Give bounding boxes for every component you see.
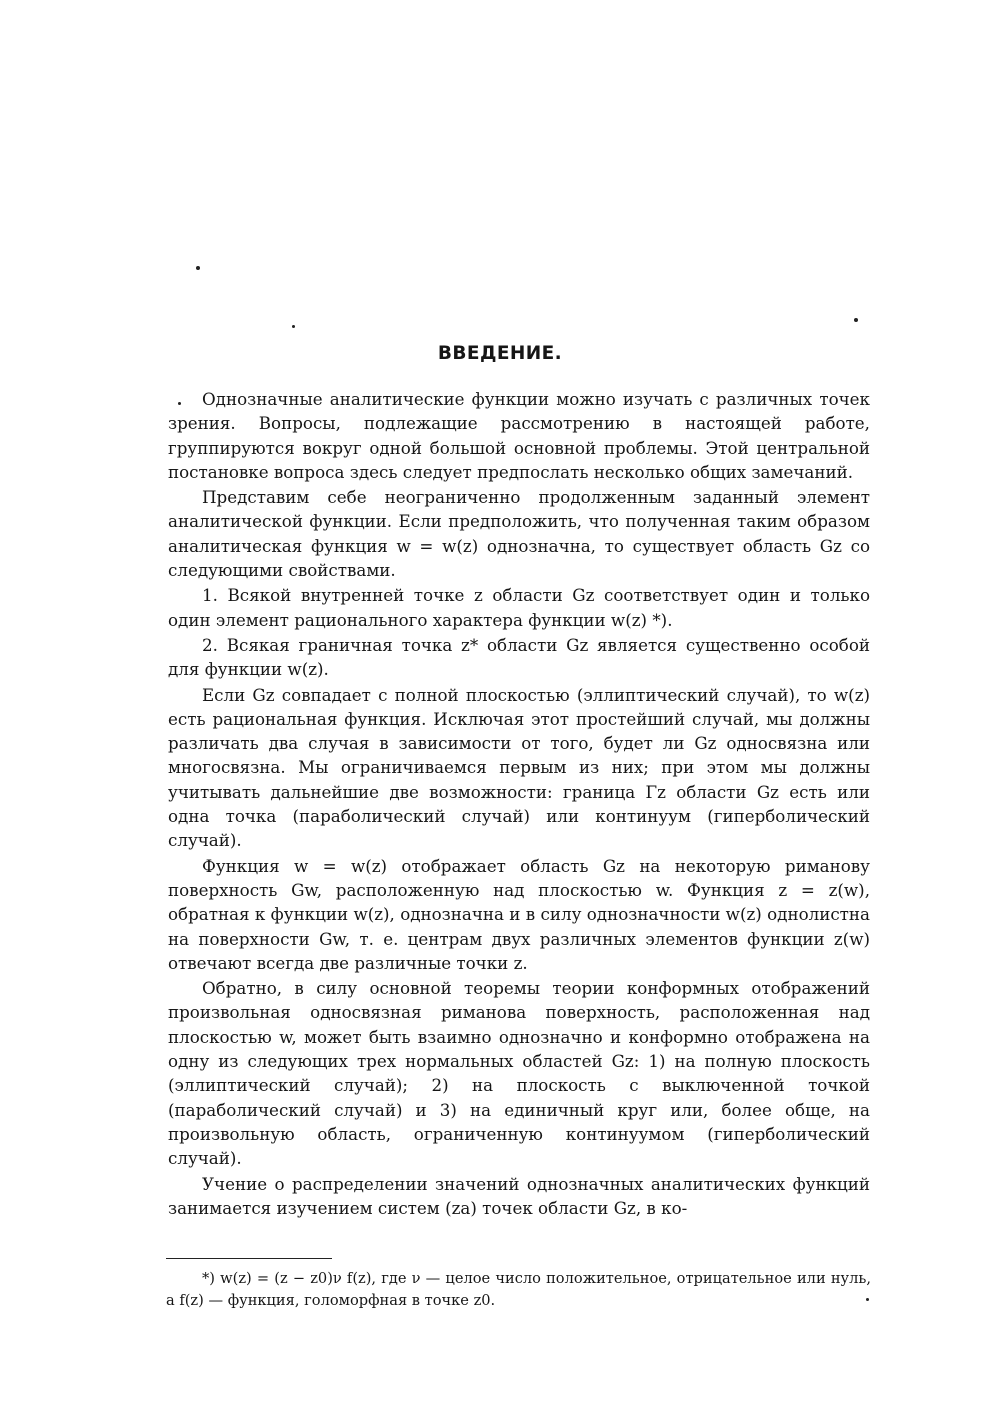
paragraph: Функция w = w(z) отображает область Gz на некоторую риманову поверхность Gw, расположенную над плоскостью w. Функция z = z(w), обратная к функции w(z), однозначна и в силу однозначности w(z) однолистна на поверхности Gw, т. е. центрам двух различных элементов функции z(w) отвечают всегда две различные точки z. — [168, 855, 870, 973]
page-title: ВВЕДЕНИЕ. — [437, 343, 563, 364]
paragraph: Представим себе неограниченно продолженным заданный элемент аналитической функции. Если предположить, что полученная таким образом аналитическая функция w = w(z) однозначна, то существует область Gz со следующими свойствами. — [168, 487, 870, 581]
paragraph: Однозначные аналитические функции можно изучать с различных точек зрения. Вопросы, подлежащие рассмотрению в настоящей работе, группируются вокруг одной большой основной проблемы. Этой центральной постановке вопроса здесь следует предпослать несколько общих замечаний. — [168, 389, 870, 482]
scan-speck — [854, 318, 858, 322]
paragraph: 1. Всякой внутренней точке z области Gz соответствует один и только один элемент рационального характера функции w(z) *). — [168, 585, 870, 630]
article-body — [168, 387, 870, 1221]
scan-speck — [292, 325, 295, 328]
footnote-rule — [166, 1258, 332, 1259]
footnote: *) w(z) = (z − z0)ν f(z), где ν — целое число положительное, отрицательное или нуль, а f(z) — функция, голоморфная в точке z0. — [166, 1270, 871, 1309]
paragraph: Если Gz совпадает с полной плоскостью (эллиптический случай), то w(z) есть рациональная функция. Исключая этот простейший случай, мы должны различать два случая в зависимости от того, будет ли Gz односвязна или многосвязна. Мы ограничиваемся первым из них; при этом мы должны учитывать дальнейшие две возможности: граница Γz области Gz есть или одна точка (параболический случай) или континуум (гиперболический случай). — [168, 684, 870, 851]
paragraph: Обратно, в силу основной теоремы теории конформных отображений произвольная односвязная риманова поверхность, расположенная над плоскостью w, может быть взаимно однозначно и конформно отображена на одну из следующих трех нормальных областей Gz: 1) на полную плоскость (эллиптический случай); 2) на плоскость с выключенной точкой (параболический случай) и 3) на единичный круг или, более обще, на произвольную область, ограниченную континуумом (гиперболический случай). — [168, 978, 870, 1169]
paragraph: 2. Всякая граничная точка z* области Gz является существенно особой для функции w(z). — [168, 634, 870, 680]
scan-speck — [196, 266, 200, 270]
paragraph: Учение о распределении значений однозначных аналитических функций занимается изучением систем (za) точек области Gz, в ко- — [168, 1173, 870, 1218]
